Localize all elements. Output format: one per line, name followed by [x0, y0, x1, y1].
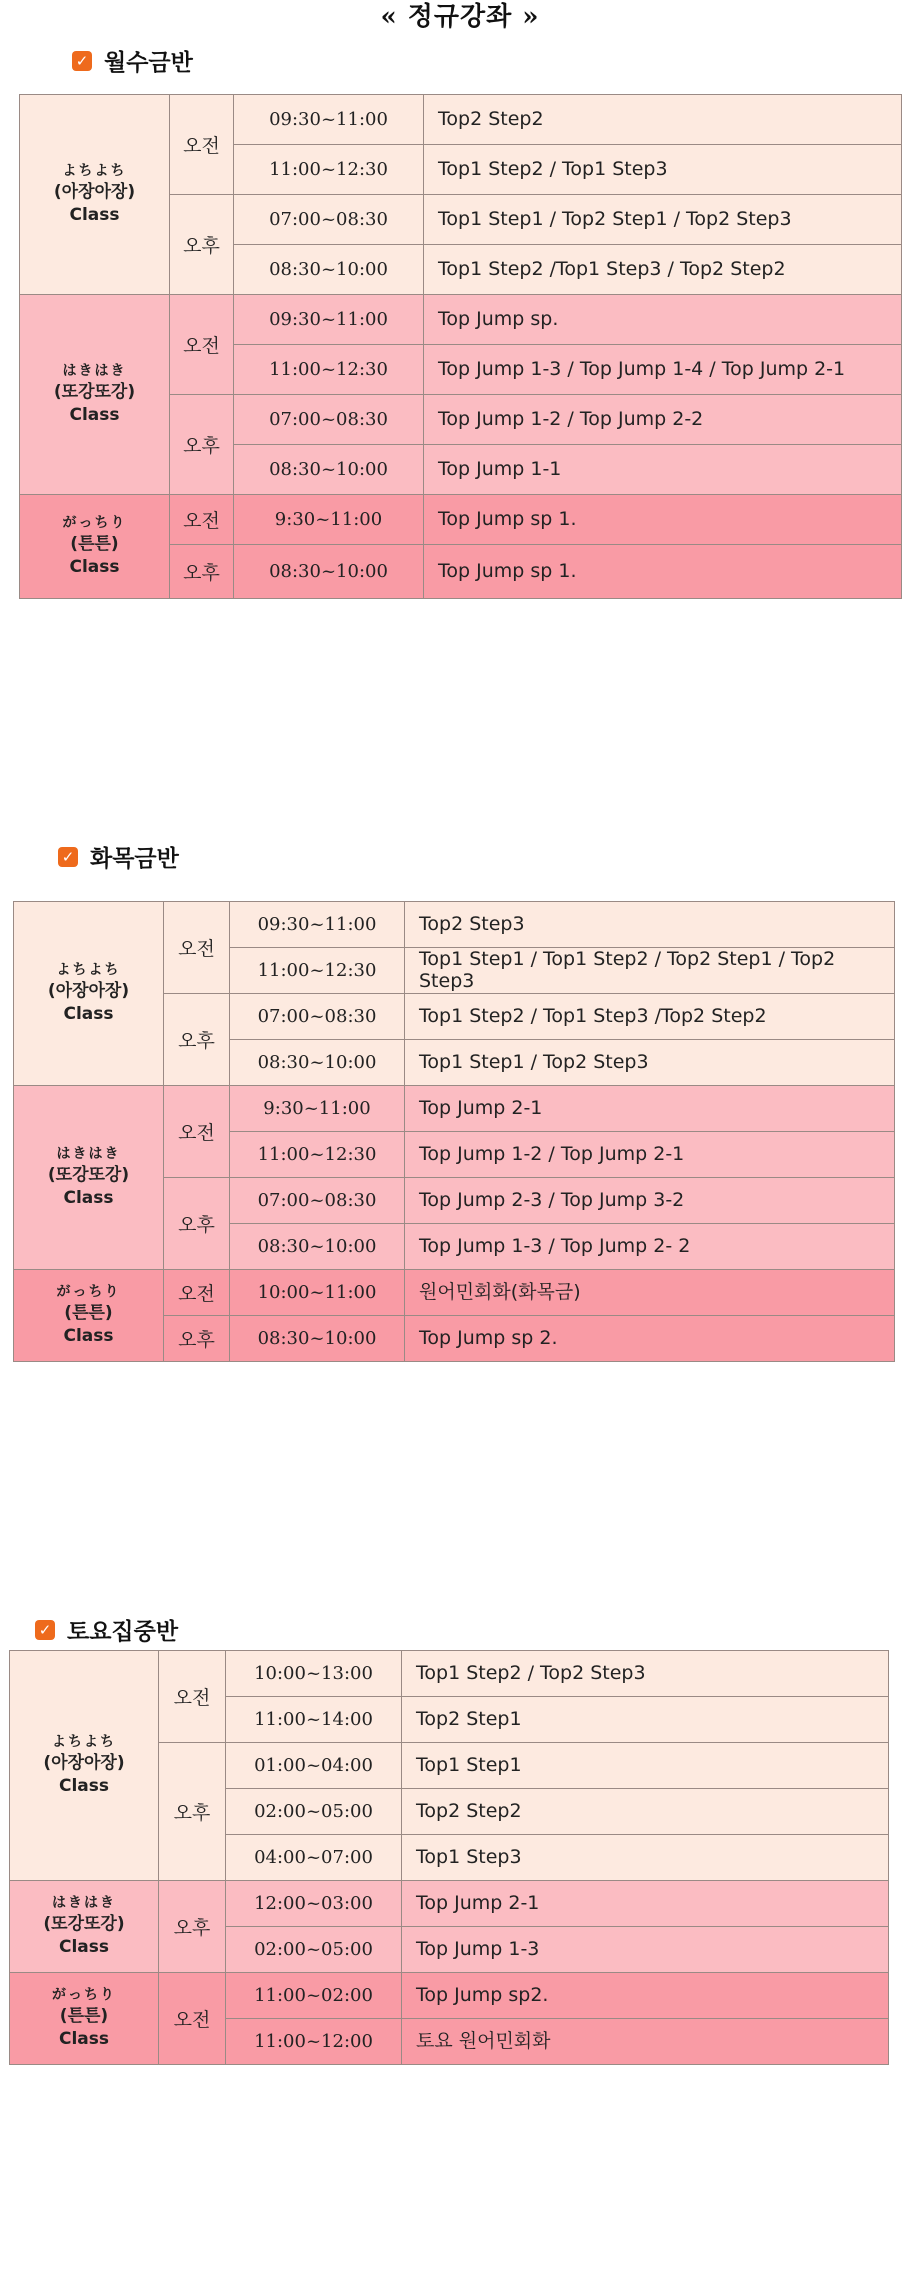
time-cell: 09:30~11:00 [234, 95, 424, 145]
period-cell: 오후 [159, 1743, 226, 1881]
time-cell: 10:00~13:00 [226, 1651, 402, 1697]
class-ko: (또강또강) [53, 382, 136, 402]
class-ko: (아장아장) [43, 1753, 125, 1773]
section-title-label: 월수금반 [104, 50, 193, 76]
schedule-table-mon-wed-fri [19, 94, 902, 599]
class-ko: (튼튼) [59, 2006, 109, 2026]
course-cell: Top2 Step2 [424, 95, 902, 145]
class-name-cell [10, 1881, 159, 1973]
table-row [14, 1270, 895, 1316]
class-name-cell [20, 495, 170, 599]
period-cell: 오후 [164, 1178, 230, 1270]
time-cell: 01:00~04:00 [226, 1743, 402, 1789]
checkbox-icon: ✓ [35, 1620, 55, 1640]
table-row [14, 902, 895, 948]
class-en: Class [63, 1003, 114, 1024]
section-title-mon-wed-fri [72, 44, 193, 77]
time-cell: 11:00~12:00 [226, 2019, 402, 2065]
schedule-table-tue-thu-fri [13, 901, 895, 1362]
period-cell: 오전 [164, 1270, 230, 1316]
table-row [20, 495, 902, 545]
course-cell: Top1 Step2 / Top1 Step3 [424, 145, 902, 195]
period-cell: 오전 [164, 1086, 230, 1178]
checkbox-icon: ✓ [72, 51, 92, 71]
period-cell: 오후 [170, 395, 234, 495]
section-title-label: 토요집중반 [67, 1619, 179, 1645]
period-cell: 오후 [164, 994, 230, 1086]
class-name-cell [14, 1086, 164, 1270]
period-cell: 오전 [170, 495, 234, 545]
table-row [20, 95, 902, 145]
class-jp: はきはき [56, 1146, 121, 1163]
course-cell: 원어민회화(화목금) [405, 1270, 895, 1316]
class-jp: はきはき [62, 363, 127, 380]
time-cell: 04:00~07:00 [226, 1835, 402, 1881]
course-cell: Top1 Step2 / Top1 Step3 /Top2 Step2 [405, 994, 895, 1040]
time-cell: 09:30~11:00 [230, 902, 405, 948]
time-cell: 11:00~12:30 [230, 1132, 405, 1178]
table-row [10, 1881, 889, 1927]
time-cell: 08:30~10:00 [234, 245, 424, 295]
class-jp: がっちり [52, 1987, 116, 2004]
course-cell: Top2 Step2 [402, 1789, 889, 1835]
time-cell: 08:30~10:00 [230, 1316, 405, 1362]
table-row [10, 1973, 889, 2019]
class-name-cell [14, 1270, 164, 1362]
time-cell: 07:00~08:30 [230, 994, 405, 1040]
period-cell: 오전 [159, 1651, 226, 1743]
class-jp: よちよち [52, 1734, 116, 1751]
course-cell: Top Jump sp2. [402, 1973, 889, 2019]
period-cell: 오전 [170, 95, 234, 195]
class-name-cell [10, 1651, 159, 1881]
class-name-cell [20, 295, 170, 495]
time-cell: 9:30~11:00 [230, 1086, 405, 1132]
course-cell: Top Jump 2-1 [405, 1086, 895, 1132]
course-cell: Top1 Step1 / Top1 Step2 / Top2 Step1 / Top2 Step3 [405, 948, 895, 994]
class-ko: (아장아장) [53, 182, 136, 202]
class-ko: (튼튼) [64, 1303, 113, 1323]
class-ko: (아장아장) [47, 981, 130, 1001]
time-cell: 07:00~08:30 [234, 195, 424, 245]
time-cell: 07:00~08:30 [234, 395, 424, 445]
class-jp: がっちり [56, 1284, 121, 1301]
course-cell: Top1 Step1 / Top2 Step1 / Top2 Step3 [424, 195, 902, 245]
section-title-tue-thu-fri [58, 840, 179, 873]
class-en: Class [58, 2028, 109, 2049]
time-cell: 07:00~08:30 [230, 1178, 405, 1224]
time-cell: 12:00~03:00 [226, 1881, 402, 1927]
time-cell: 11:00~12:30 [234, 145, 424, 195]
course-cell: Top Jump 1-1 [424, 445, 902, 495]
time-cell: 08:30~10:00 [230, 1040, 405, 1086]
period-cell: 오후 [170, 545, 234, 599]
course-cell: Top Jump 1-3 / Top Jump 2- 2 [405, 1224, 895, 1270]
course-cell: Top1 Step2 / Top2 Step3 [402, 1651, 889, 1697]
class-en: Class [63, 1325, 114, 1346]
course-cell: Top Jump sp 1. [424, 545, 902, 599]
time-cell: 9:30~11:00 [234, 495, 424, 545]
class-en: Class [69, 556, 120, 577]
course-cell: Top Jump 1-2 / Top Jump 2-2 [424, 395, 902, 445]
course-cell: Top1 Step3 [402, 1835, 889, 1881]
time-cell: 11:00~12:30 [234, 345, 424, 395]
class-ko: (튼튼) [70, 534, 119, 554]
table-row [14, 1086, 895, 1132]
period-cell: 오전 [164, 902, 230, 994]
time-cell: 10:00~11:00 [230, 1270, 405, 1316]
class-en: Class [58, 1775, 109, 1796]
course-cell: 토요 원어민회화 [402, 2019, 889, 2065]
course-cell: Top Jump 2-1 [402, 1881, 889, 1927]
class-name-cell [20, 95, 170, 295]
period-cell: 오후 [164, 1316, 230, 1362]
course-cell: Top Jump 2-3 / Top Jump 3-2 [405, 1178, 895, 1224]
course-cell: Top1 Step2 /Top1 Step3 / Top2 Step2 [424, 245, 902, 295]
table-row [10, 1651, 889, 1697]
class-en: Class [58, 1936, 109, 1957]
class-en: Class [69, 204, 120, 225]
class-name-cell [14, 902, 164, 1086]
time-cell: 08:30~10:00 [234, 545, 424, 599]
section-title-label: 화목금반 [90, 846, 179, 872]
time-cell: 11:00~14:00 [226, 1697, 402, 1743]
time-cell: 11:00~12:30 [230, 948, 405, 994]
class-en: Class [69, 404, 120, 425]
schedule-table-saturday [9, 1650, 889, 2065]
time-cell: 08:30~10:00 [234, 445, 424, 495]
checkbox-icon: ✓ [58, 847, 78, 867]
course-cell: Top2 Step1 [402, 1697, 889, 1743]
period-cell: 오후 [159, 1881, 226, 1973]
class-jp: はきはき [52, 1895, 116, 1912]
period-cell: 오전 [170, 295, 234, 395]
class-jp: よちよち [62, 163, 127, 180]
class-jp: よちよち [56, 962, 121, 979]
class-en: Class [63, 1187, 114, 1208]
course-cell: Top1 Step1 [402, 1743, 889, 1789]
class-ko: (또강또강) [47, 1165, 130, 1185]
course-cell: Top Jump sp. [424, 295, 902, 345]
course-cell: Top Jump sp 1. [424, 495, 902, 545]
period-cell: 오전 [159, 1973, 226, 2065]
time-cell: 02:00~05:00 [226, 1927, 402, 1973]
period-cell: 오후 [170, 195, 234, 295]
course-cell: Top Jump 1-3 [402, 1927, 889, 1973]
time-cell: 02:00~05:00 [226, 1789, 402, 1835]
course-cell: Top Jump 1-2 / Top Jump 2-1 [405, 1132, 895, 1178]
time-cell: 11:00~02:00 [226, 1973, 402, 2019]
course-cell: Top Jump 1-3 / Top Jump 1-4 / Top Jump 2-1 [424, 345, 902, 395]
course-cell: Top2 Step3 [405, 902, 895, 948]
time-cell: 09:30~11:00 [234, 295, 424, 345]
course-cell: Top Jump sp 2. [405, 1316, 895, 1362]
course-cell: Top1 Step1 / Top2 Step3 [405, 1040, 895, 1086]
class-name-cell [10, 1973, 159, 2065]
page-title: « 정규강좌 » [380, 2, 540, 32]
section-title-saturday [35, 1613, 178, 1646]
class-jp: がっちり [62, 515, 127, 532]
class-ko: (또강또강) [43, 1914, 125, 1934]
time-cell: 08:30~10:00 [230, 1224, 405, 1270]
table-row [20, 295, 902, 345]
